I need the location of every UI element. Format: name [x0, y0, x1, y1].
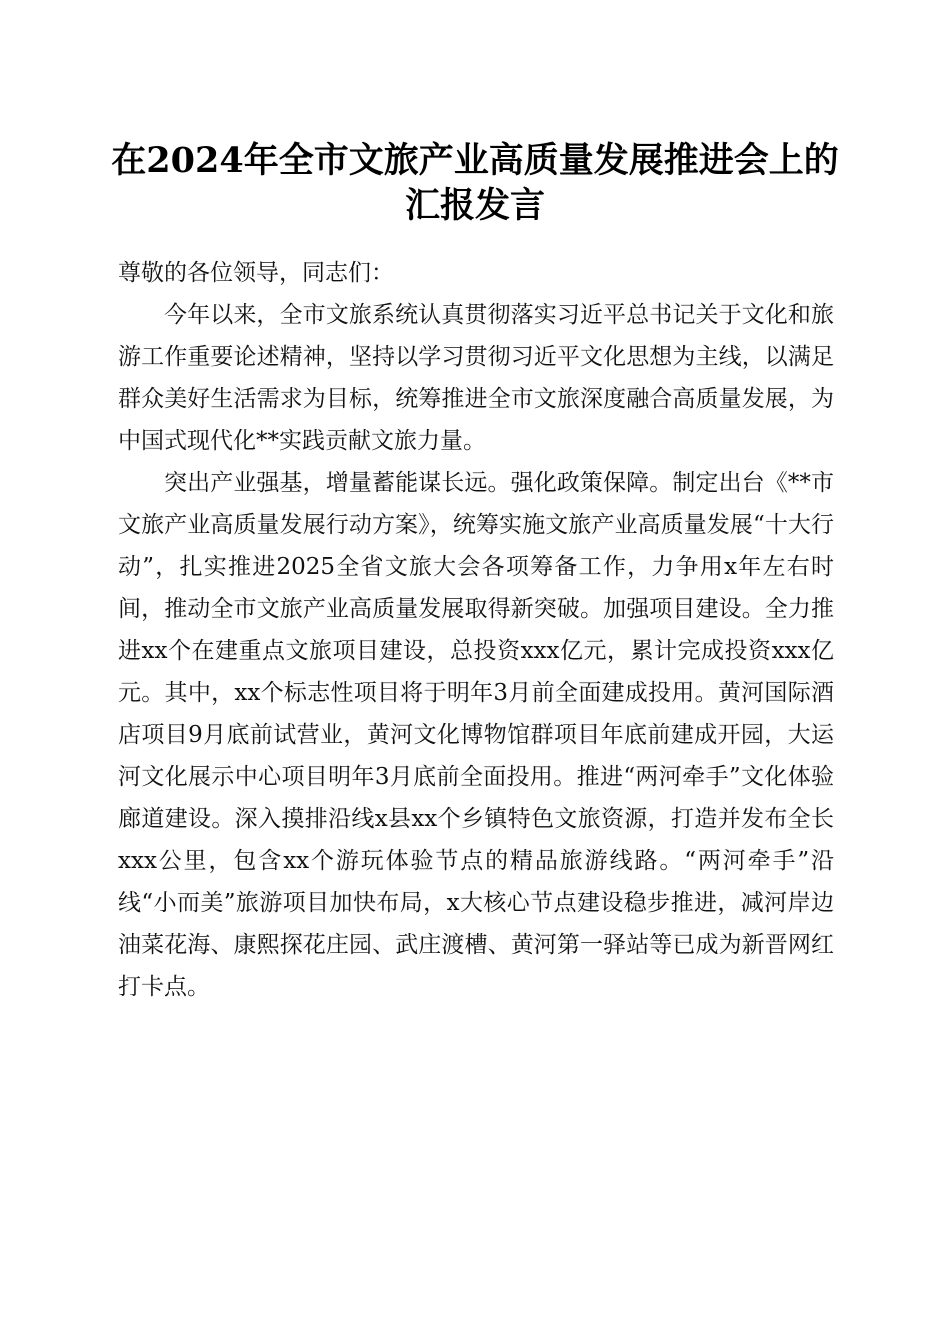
document-body	[118, 252, 834, 1008]
salutation: 尊敬的各位领导，同志们：	[118, 260, 394, 286]
paragraph-intro: 今年以来，全市文旅系统认真贯彻落实习近平总书记关于文化和旅游工作重要论述精神，坚持以学习贯彻习近平文化思想为主线，以满足群众美好生活需求为目标，统筹推进全市文旅深度融合高质量发展，为中国式现代化**实践贡献文旅力量。	[118, 302, 834, 454]
paragraph-industry: 突出产业强基，增量蓄能谋长远。强化政策保障。制定出台《**市文旅产业高质量发展行动方案》，统筹实施文旅产业高质量发展“十大行动”，扎实推进2025全省文旅大会各项筹备工作，力争用x年左右时间，推动全市文旅产业高质量发展取得新突破。加强项目建设。全力推进xx个在建重点文旅项目建设，总投资xxx亿元，累计完成投资xxx亿元。其中，xx个标志性项目将于明年3月前全面建成投用。黄河国际酒店项目9月底前试营业，黄河文化博物馆群项目年底前建成开园，大运河文化展示中心项目明年3月底前全面投用。推进“两河牵手”文化体验廊道建设。深入摸排沿线x县xx个乡镇特色文旅资源，打造并发布全长xxx公里，包含xx个游玩体验节点的精品旅游线路。“两河牵手”沿线“小而美”旅游项目加快布局，x大核心节点建设稳步推进，减河岸边油菜花海、康熙探花庄园、武庄渡槽、黄河第一驿站等已成为新晋网红打卡点。	[118, 470, 834, 1000]
document-title: 在2024年全市文旅产业高质量发展推进会上的汇报发言	[111, 140, 839, 226]
